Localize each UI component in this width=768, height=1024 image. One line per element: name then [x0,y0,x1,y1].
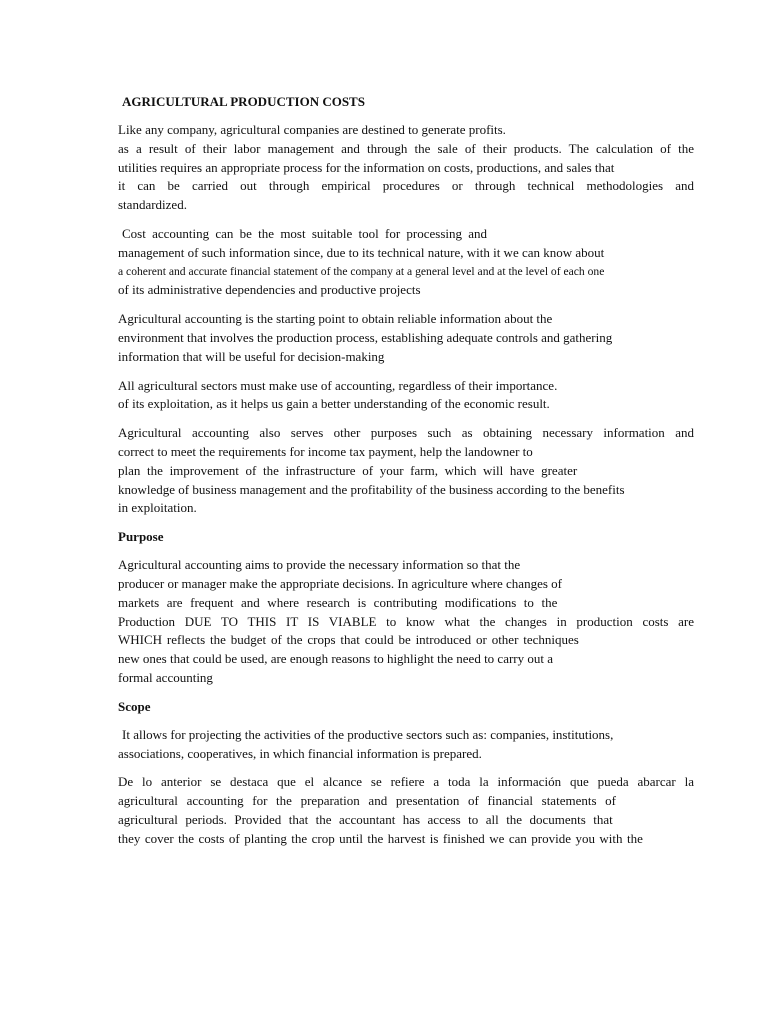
document-page [118,94,696,859]
text-line: Agricultural accounting is the starting point to obtain reliable information about the [118,311,553,327]
section-heading-scope: Scope [118,698,151,714]
text-line: plan the improvement of the infrastructure of your farm, which will have greater [118,462,578,478]
text-line: agricultural accounting for the preparation and presentation of financial statements of [118,793,616,809]
paragraph-scope-2 [118,773,696,848]
text-line: Agricultural accounting also serves other purposes such as obtaining necessary information and [118,425,694,441]
text-line: standardized. [118,197,187,213]
text-line: De lo anterior se destaca que el alcance se refiere a toda la información que pueda abarcar la [118,774,694,790]
section-heading-purpose: Purpose [118,529,164,545]
paragraph-starting-point [118,310,696,366]
text-line: they cover the costs of planting the crop until the harvest is finished we can provide you with the [118,830,643,846]
text-line: utilities requires an appropriate process for the information on costs, productions, and sales that [118,159,615,175]
text-line: It allows for projecting the activities of the productive sectors such as: companies, institutions, [122,726,614,742]
text-line: All agricultural sectors must make use of accounting, regardless of their importance. [118,377,558,393]
text-line: as a result of their labor management and through the sale of their products. The calculation of the [118,140,694,156]
text-line: Like any company, agricultural companies are destined to generate profits. [118,122,506,137]
text-line: WHICH reflects the budget of the crops that could be introduced or other techniques [118,632,579,648]
text-line: information that will be useful for decision-making [118,348,385,364]
text-line: knowledge of business management and the profitability of the business according to the benefits [118,481,625,497]
paragraph-purpose [118,556,696,688]
text-line: in exploitation. [118,500,197,516]
text-line: associations, cooperatives, in which financial information is prepared. [118,745,482,761]
paragraph-scope-1 [118,726,696,764]
text-line: environment that involves the production process, establishing adequate controls and gathering [118,329,613,345]
text-line: a coherent and accurate financial statement of the company at a general level and at the level of each one [118,264,605,278]
text-line: producer or manager make the appropriate decisions. In agriculture where changes of [118,575,562,591]
text-line: it can be carried out through empirical procedures or through technical methodologies and [118,178,694,194]
text-line: markets are frequent and where research is contributing modifications to the [118,594,558,610]
text-line: new ones that could be used, are enough reasons to highlight the need to carry out a [118,651,554,667]
paragraph-sectors [118,377,696,415]
document-title: AGRICULTURAL PRODUCTION COSTS [122,94,365,109]
text-line: Cost accounting can be the most suitable tool for processing and [122,225,488,241]
paragraph-intro [118,121,696,215]
text-line: Agricultural accounting aims to provide the necessary information so that the [118,557,521,573]
text-line: of its administrative dependencies and productive projects [118,282,421,298]
text-line: correct to meet the requirements for income tax payment, help the landowner to [118,443,533,459]
paragraph-other-purposes [118,424,696,518]
text-line: management of such information since, due to its technical nature, with it we can know about [118,244,605,260]
paragraph-cost-accounting [118,225,696,300]
text-line: agricultural periods. Provided that the accountant has access to all the documents that [118,811,613,827]
text-line: Production DUE TO THIS IT IS VIABLE to know what the changes in production costs are [118,613,694,629]
text-line: of its exploitation, as it helps us gain a better understanding of the economic result. [118,396,550,412]
text-line: formal accounting [118,669,213,685]
